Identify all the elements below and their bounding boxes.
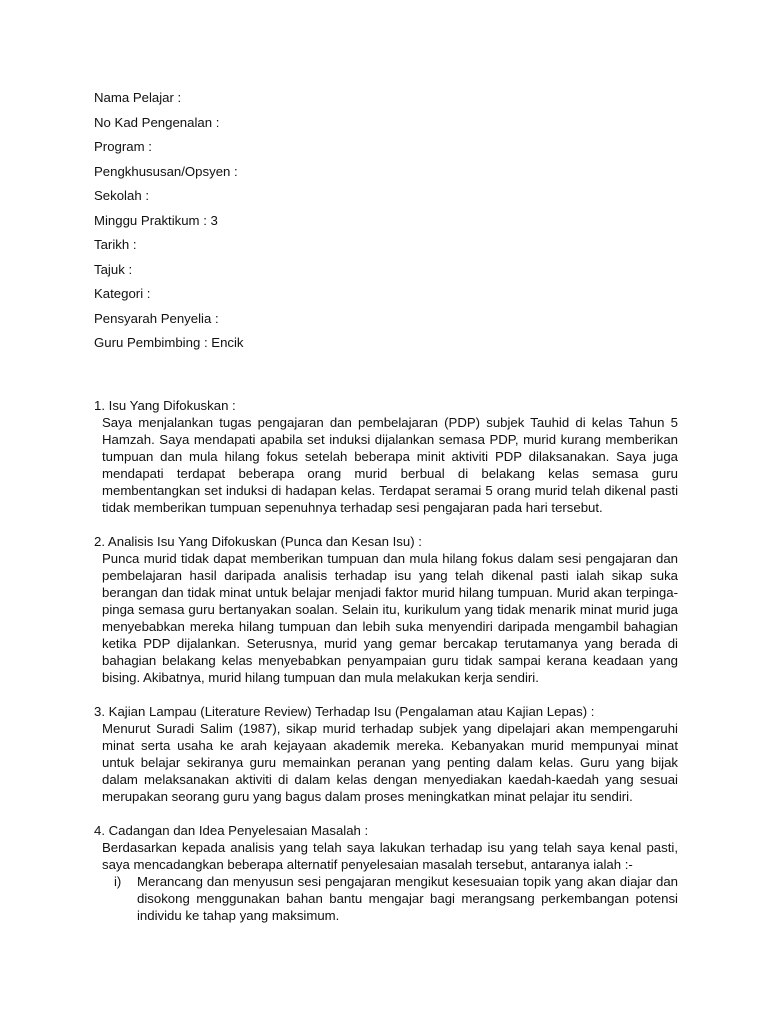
field-program: Program :	[94, 139, 152, 154]
section-paragraph: Punca murid tidak dapat memberikan tumpuan dan mula hilang fokus dalam sesi pengajaran dan pembelajaran hasil daripada analisis terhadap isu yang telah dikenal pasti ialah sikap suka berangan dan tidak minat untuk belajar menjadi faktor murid hilang tumpuan. Murid akan terpinga-pinga semasa guru bertanyakan soalan. Selain itu, kurikulum yang tidak menarik minat murid juga menyebabkan mereka hilang tumpuan dan lebih suka menyendiri daripada mengambil bahagian ketika PDP dijalankan. Seterusnya, murid yang gemar bercakap terutamanya yang berada di bahagian belakang kelas menyebabkan penyampaian guru tidak sampai kerana keadaan yang bising. Akibatnya, murid hilang tumpuan dan mula melakukan kerja sendiri.	[102, 551, 678, 685]
field-tajuk: Tajuk :	[94, 261, 133, 277]
field-sekolah: Sekolah :	[94, 188, 149, 203]
section-heading: 2. Analisis Isu Yang Difokuskan (Punca dan Kesan Isu) :	[94, 534, 422, 549]
student-info-header	[94, 86, 694, 356]
field-nama-pelajar: Nama Pelajar :	[94, 90, 182, 105]
section-paragraph: Berdasarkan kepada analisis yang telah saya lakukan terhadap isu yang telah saya kenal pasti, saya mencadangkan beberapa alternatif penyelesaian masalah tersebut, antaranya ialah :-	[102, 840, 678, 872]
section-paragraph: Saya menjalankan tugas pengajaran dan pembelajaran (PDP) subjek Tauhid di kelas Tahun 5 Hamzah. Saya mendapati apabila set induksi dijalankan semasa PDP, murid kurang memberikan tumpuan dan mula hilang fokus setelah beberapa minit aktiviti PDP dilaksanakan. Saya juga mendapati terdapat beberapa orang murid berbual di belakang kelas semasa guru membentangkan set induksi di hadapan kelas. Terdapat seramai 5 orang murid telah dikenal pasti tidak memberikan tumpuan sepenuhnya terhadap sesi pengajaran pada hari tersebut.	[102, 415, 678, 515]
report-sections	[94, 397, 678, 941]
section-isu	[94, 397, 678, 516]
list-marker: i)	[114, 874, 122, 889]
section-paragraph: Menurut Suradi Salim (1987), sikap murid terhadap subjek yang dipelajari akan mempengaruhi minat serta usaha ke arah kejayaan akademik mereka. Kebanyakan murid mempunyai minat untuk belajar sekiranya guru memainkan peranan yang penting dalam kelas. Guru yang bijak dalam melaksanakan aktiviti di dalam kelas dengan menyediakan kaedah-kaedah yang sesuai merupakan seorang guru yang bagus dalam proses meningkatkan minat pelajar itu sendiri.	[102, 721, 678, 804]
section-kajian-lampau	[94, 703, 678, 805]
field-guru-pembimbing: Guru Pembimbing : Encik	[94, 335, 244, 350]
list-item-text: Merancang dan menyusun sesi pengajaran mengikut kesesuaian topik yang akan diajar dan disokong menggunakan bahan bantu mengajar bagi merangsang perkembangan potensi individu ke tahap yang maksimum.	[137, 874, 678, 923]
field-no-kad-pengenalan: No Kad Pengenalan :	[94, 114, 220, 130]
section-analisis	[94, 533, 678, 686]
field-tarikh: Tarikh :	[94, 237, 137, 252]
section-heading: 1. Isu Yang Difokuskan :	[94, 398, 236, 413]
field-pengkhususan: Pengkhususan/Opsyen :	[94, 163, 238, 179]
field-pensyarah-penyelia: Pensyarah Penyelia :	[94, 310, 219, 326]
list-item	[94, 873, 678, 924]
field-kategori: Kategori :	[94, 286, 151, 301]
section-heading: 4. Cadangan dan Idea Penyelesaian Masalah :	[94, 823, 369, 838]
section-cadangan	[94, 822, 678, 924]
field-minggu-praktikum: Minggu Praktikum : 3	[94, 212, 218, 228]
section-heading: 3. Kajian Lampau (Literature Review) Terhadap Isu (Pengalaman atau Kajian Lepas) :	[94, 704, 595, 719]
